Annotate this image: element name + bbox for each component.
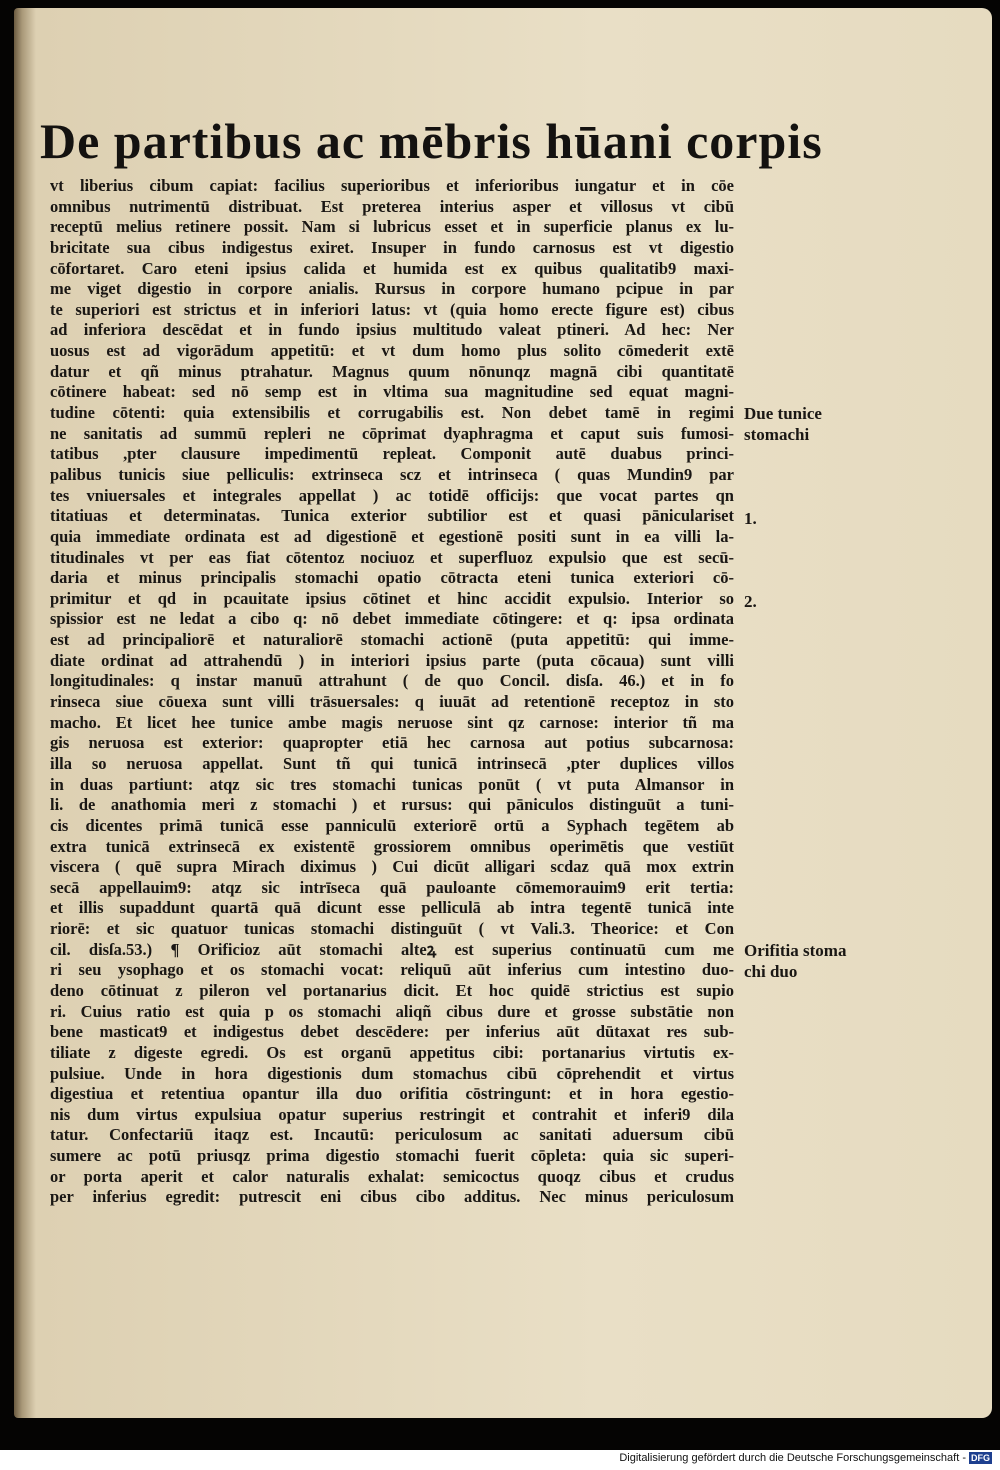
- text-line: pulsiue. Unde in hora digestionis dum stomachus cibū cōprehendit et virtus: [50, 1063, 734, 1083]
- text-line: per inferius egredit: putrescit eni cibus cibo additus. Nec minus periculosum: [50, 1187, 734, 1207]
- text-line: tatur. Confectariū itaqz est. Incautū: periculosum ac sanitati aduersum cibū: [50, 1125, 734, 1145]
- text-line: li. de anathomia meri z stomachi ) et rursus: qui pāniculos distinguūt a tuni-: [50, 795, 734, 815]
- text-line: titatiuas et determinatas. Tunica exterior subtilior est et quasi pāniculariset: [50, 506, 734, 526]
- footer-credit: [619, 1452, 992, 1464]
- text-line: macho. Et licet hee tunice ambe magis neruose sint qz carnose: interior tñ ma: [50, 712, 734, 732]
- text-line: ad inferiora descēdat et in fundo ipsius multitudo valeat ptineri. Ad hec: Ner: [50, 320, 734, 340]
- dfg-logo: DFG: [971, 1453, 990, 1463]
- text-line: me viget digestio in corpore anialis. Rursus in corpore humano pcipue in par: [50, 279, 734, 299]
- text-line: quia immediate ordinata est ad digestionē et egestionē positi sunt in ea villi la-: [50, 526, 734, 546]
- text-line: in duas partiunt: atqz sic tres stomachi tunicas ponūt ( vt puta Almansor in: [50, 774, 734, 794]
- text-line: viscera ( quē supra Mirach diximus ) Cui dicūt alligari scdaz quā mox extrin: [50, 857, 734, 877]
- text-line: receptū melius retinere possit. Nam si lubricus esset et in superficie planus ex lu-: [50, 217, 734, 237]
- margin-number-1: 1.: [744, 509, 757, 528]
- body-text: [50, 176, 734, 1208]
- text-line: riorē: et sic quatuor tunicas stomachi distinguūt ( vt Vali.3. Theorice: et Con: [50, 919, 734, 939]
- margin-note-line: chi duo: [744, 962, 798, 981]
- text-line: tatibus ,pter clausure impedimentū repleat. Componit autē duabus princi-: [50, 444, 734, 464]
- text-line: bricitate sua cibus indigestus exiret. Insuper in fundo carnosus est vt digestio: [50, 237, 734, 257]
- margin-note-line: stomachi: [744, 425, 810, 444]
- text-line: tes vniuersales et integrales appellat ) ac totidē officijs: que vocat partes qn: [50, 485, 734, 505]
- text-line: primitur et qd in pcauitate ipsius cōtinet et hinc accidit expulsio. Interior so: [50, 588, 734, 608]
- text-line: sumere ac potū priusqz prima digestio stomachi fuerit cōpleta: quia sic superi-: [50, 1146, 734, 1166]
- text-line: cōtinere habeat: sed nō semp est in vltima sua magnitudine sed equat magni-: [50, 382, 734, 402]
- text-line: secā appellauim9: atqz sic intrīseca quā pauloante cōmemorauim9 erit tertia:: [50, 877, 734, 897]
- text-line: cis dicentes primā tunicā esse panniculū exteriorē ortū a Syphach tegētem ab: [50, 815, 734, 835]
- margin-note-line: Orifitia stoma: [744, 941, 847, 960]
- text-line: vt liberius cibum capiat: facilius superioribus et inferioribus iungatur et in cōe: [50, 176, 734, 195]
- text-line: gis neruosa est exterior: quapropter etiā hec carnosa aut potius subcarnosa:: [50, 733, 734, 753]
- text-line: ri seu ysophago et os stomachi vocat: reliquū aūt inferius cum intestino duo-: [50, 960, 734, 980]
- text-line: diate ordinat ad attrahendū ) in interiori ipsius parte (puta cōcaua) sunt villi: [50, 650, 734, 670]
- footer-text: Digitalisierung gefördert durch die Deutsche Forschungsgemeinschaft -: [619, 1452, 966, 1464]
- text-line: tiliate z digeste egredi. Os est organū appetitus cibi: portanarius virtutis ex-: [50, 1042, 734, 1062]
- margin-number-2: 2.: [744, 592, 757, 611]
- text-line: cōfortaret. Caro eteni ipsius calida et humida est ex quibus qualitatib9 maxi-: [50, 258, 734, 278]
- text-line: illa so neruosa appellat. Sunt tñ qui tunicā intrinsecā ,pter duplices villos: [50, 753, 734, 773]
- text-line: or porta aperit et calor naturalis exhalat: semicoctus quoqz cibus et crudus: [50, 1166, 734, 1186]
- text-line: uosus est ad vigorādum appetitū: et vt dum homo plus solito cōmederit extē: [50, 341, 734, 361]
- text-line: cil. disſa.53.) ¶ Orificioz aūt stomachi alteꝝ est superius continuatū cum me: [50, 939, 734, 959]
- text-line: te superiori est strictus et in inferiori latus: vt (quia homo erecte figure est) cibus: [50, 299, 734, 319]
- text-line: ri. Cuius ratio est quia p os stomachi aliqñ cibus dure et grosse substātie non: [50, 1001, 734, 1021]
- page-heading: De partibus ac mēbris hūani corpis: [40, 113, 823, 169]
- text-line: ne sanitatis ad summū repleri ne cōprimat dyaphragma et caput suis fumosi-: [50, 423, 734, 443]
- margin-note-orifices: [744, 940, 846, 982]
- margin-note-line: Due tunice: [744, 404, 822, 423]
- text-line: et illis supaddunt quartā quā dicunt esse pelliculā ab intra tegentē tunicā inte: [50, 898, 734, 918]
- text-line: spissior est ne ledat a cibo q: nō debet immediate cōtingere: et q: ipsa ordinata: [50, 609, 734, 629]
- text-line: omnibus nutrimentū distribuat. Est preterea interius asper et villosus vt cibū: [50, 196, 734, 216]
- text-line: longitudinales: q instar manuū attrahunt ( de quo Concil. disſa. 46.) et in fo: [50, 671, 734, 691]
- text-line: extra tunicā extrinsecā ex existentē grossiorem omnibus operimētis que vestiūt: [50, 836, 734, 856]
- text-line: digestiua et retentiua opantur illa duo orifitia cōstringunt: et in hora egestio-: [50, 1084, 734, 1104]
- text-line: deno cōtinuat z pileron vel portanarius dicit. Et hoc quidē strictius est supio: [50, 980, 734, 1000]
- text-line: nis dum virtus expulsiua opatur superius restringit et contrahit et inferi9 dila: [50, 1104, 734, 1124]
- text-line: rinseca siue cōuexa sunt villi trāsuersales: q iuuāt ad retentionē receptoz in sto: [50, 692, 734, 712]
- text-line: datur et qñ minus ptrahatur. Magnus quum nōnunqz magnā cibi quantitatē: [50, 361, 734, 381]
- text-line: daria et minus principalis stomachi opatio cōtracta eteni tunica exteriori cō-: [50, 568, 734, 588]
- text-line: est ad principaliorē et naturaliorē stomachi actionē (puta appetitū: qui imme-: [50, 630, 734, 650]
- text-line: palibus tunicis siue pelliculis: extrinseca scz et intrinseca ( quas Mundin9 par: [50, 464, 734, 484]
- margin-note-tunics: [744, 403, 822, 445]
- text-line: titudinales vt per eas fiat cōtentoz nociuoz et superfluoz expulsio que est secū-: [50, 547, 734, 567]
- text-line: tudine cōtenti: quia extensibilis et corrugabilis est. Non debet tamē in regimi: [50, 403, 734, 423]
- text-line: bene masticat9 et indigestus debet descēdere: per inferius aūt dūtaxat res sub-: [50, 1022, 734, 1042]
